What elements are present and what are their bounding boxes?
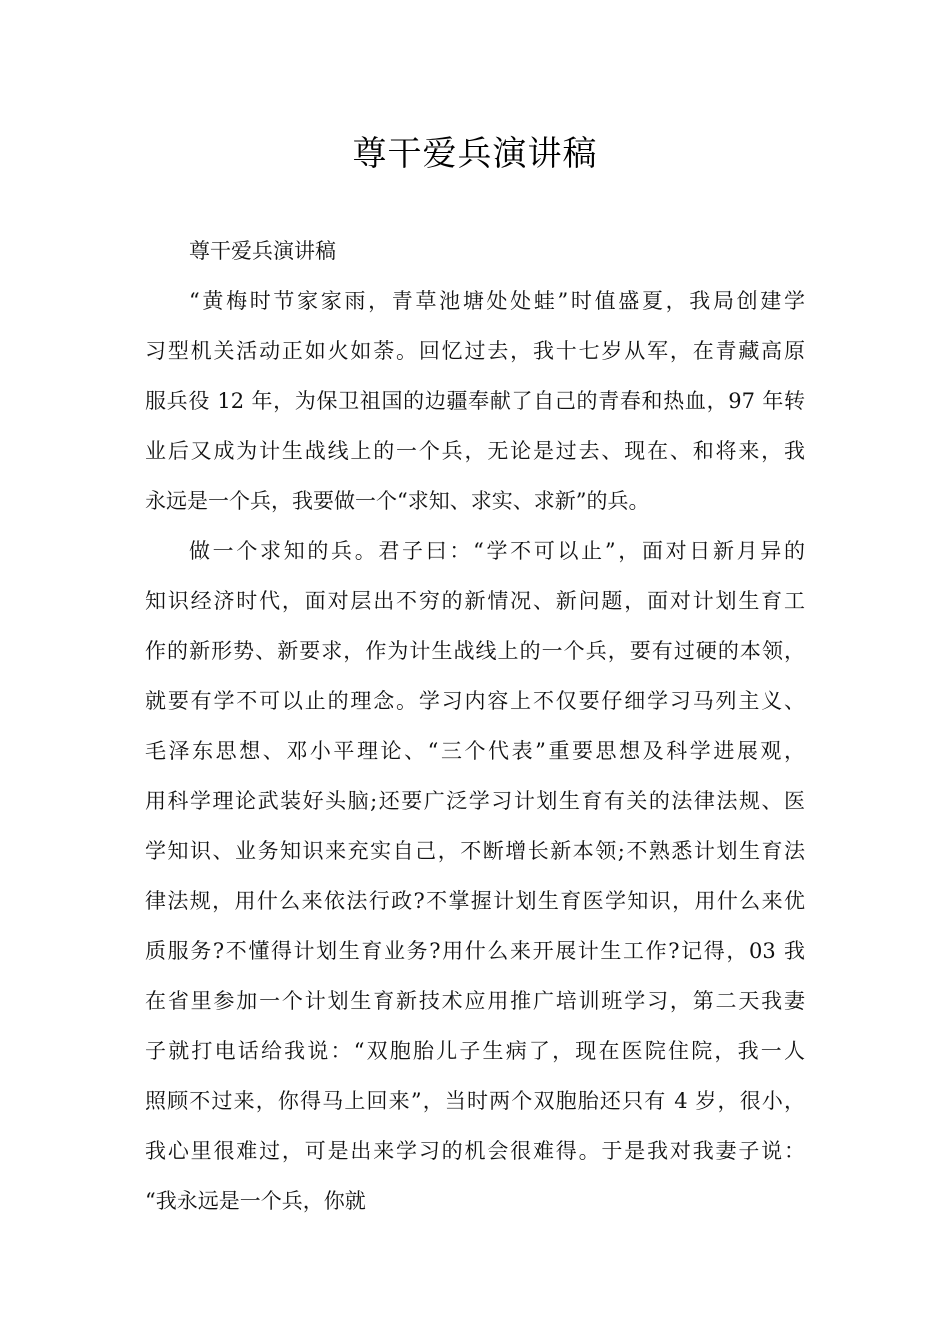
text-line: 业后又成为计生战线上的一个兵，无论是过去、现在、和将来，我 bbox=[145, 439, 805, 463]
text-line: 就要有学不可以止的理念。学习内容上不仅要仔细学习马列主义、 bbox=[145, 689, 805, 713]
text-line: 在省里参加一个计划生育新技术应用推广培训班学习，第二天我妻 bbox=[145, 989, 805, 1013]
text-line: 我心里很难过，可是出来学习的机会很难得。于是我对我妻子说： bbox=[145, 1139, 805, 1163]
text-line: “我永远是一个兵，你就 bbox=[145, 1189, 366, 1213]
text-line: 照顾不过来，你得马上回来”，当时两个双胞胎还只有 4 岁，很小， bbox=[145, 1089, 805, 1113]
text-line: 永远是一个兵，我要做一个“求知、求实、求新”的兵。 bbox=[145, 489, 650, 513]
text-line: 子就打电话给我说：“双胞胎儿子生病了，现在医院住院，我一人 bbox=[145, 1039, 805, 1063]
text-line: 学知识、业务知识来充实自己，不断增长新本领;不熟悉计划生育法 bbox=[145, 839, 805, 863]
text-line: 服兵役 12 年，为保卫祖国的边疆奉献了自己的青春和热血，97 年转 bbox=[145, 389, 805, 413]
document-title: 尊干爱兵演讲稿 bbox=[352, 134, 598, 174]
text-line: 知识经济时代，面对层出不穷的新情况、新问题，面对计划生育工 bbox=[145, 589, 805, 613]
document-body bbox=[145, 226, 805, 1226]
text-line: 做一个求知的兵。君子曰：“学不可以止”，面对日新月异的 bbox=[189, 539, 805, 563]
text-line: “黄梅时节家家雨，青草池塘处处蛙”时值盛夏，我局创建学 bbox=[189, 289, 805, 313]
text-line: 毛泽东思想、邓小平理论、“三个代表”重要思想及科学进展观， bbox=[145, 739, 805, 763]
text-line: 用科学理论武装好头脑;还要广泛学习计划生育有关的法律法规、医 bbox=[145, 789, 805, 813]
text-line: 律法规，用什么来依法行政?不掌握计划生育医学知识，用什么来优 bbox=[145, 889, 805, 913]
text-line: 习型机关活动正如火如荼。回忆过去，我十七岁从军，在青藏高原 bbox=[145, 339, 805, 363]
paragraph-heading-line: 尊干爱兵演讲稿 bbox=[189, 239, 336, 263]
text-line: 质服务?不懂得计划生育业务?用什么来开展计生工作?记得，03 我 bbox=[145, 939, 805, 963]
text-line: 作的新形势、新要求，作为计生战线上的一个兵，要有过硬的本领， bbox=[145, 639, 805, 663]
